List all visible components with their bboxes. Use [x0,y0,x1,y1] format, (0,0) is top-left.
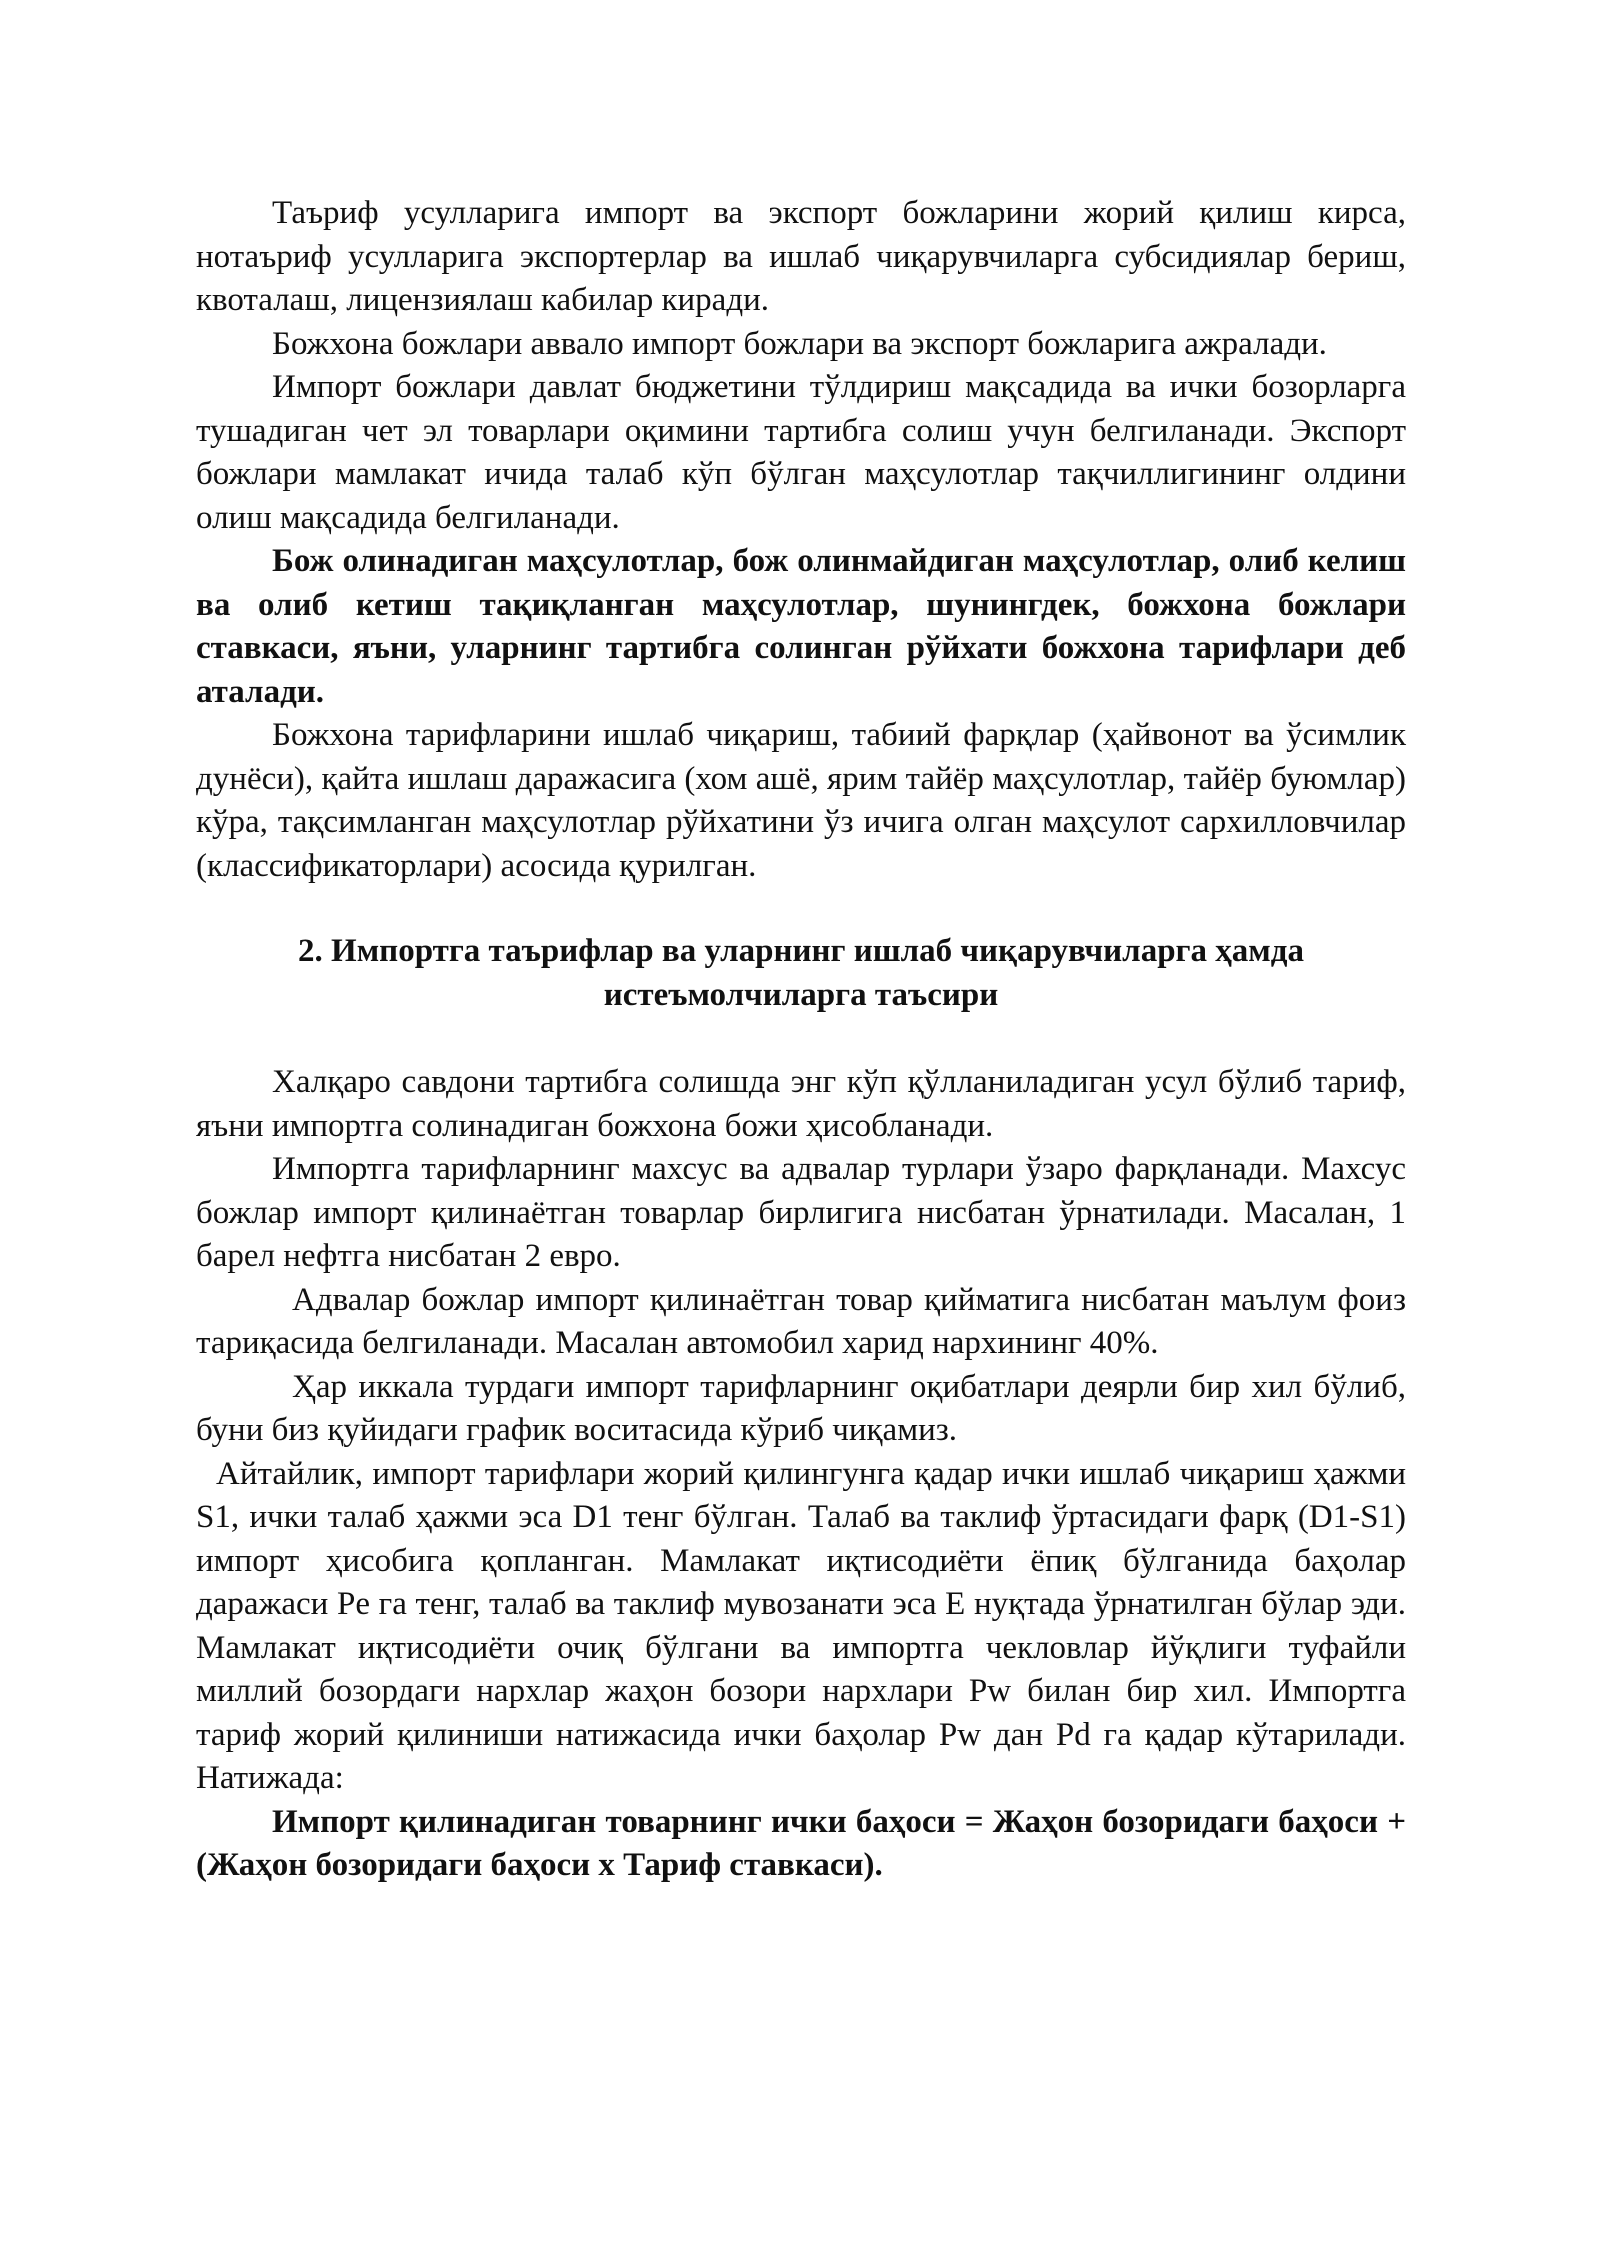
section-heading-line-1: 2. Импортга таърифлар ва уларнинг ишлаб чиқарувчиларга ҳамда [298,933,1304,969]
paragraph-tariff-example: Айтайлик, импорт тарифлари жорий қилингунга қадар ички ишлаб чиқариш ҳажми S1, ички талаб ҳажми эса D1 тенг бўлган. Талаб ва таклиф ўртасидаги фарқ (D1-S1) импорт ҳисобига қопланган. Мамлакат иқтисодиёти ёпиқ бўлганида баҳолар даражаси Pe га тенг, талаб ва таклиф мувозанати эса Е нуқтада ўрнатилган бўлар эди. Мамлакат иқтисодиёти очиқ бўлгани ва импортга чекловлар йўқлиги туфайли миллий бозордаги нархлар жаҳон бозори нархлари Pw билан бир хил. Импортга тариф жорий қилиниши натижасида ички баҳолар Pw дан Pd га қадар кўтарилади. Натижада: [196,1455,1406,1796]
paragraph-tariff-methods: Таъриф усулларига импорт ва экспорт божларини жорий қилиш кирса, нотаъриф усулларига экспортерлар ва ишлаб чиқарувчиларга субсидиялар бериш, квоталаш, лицензиялаш кабилар киради. [196,195,1406,318]
paragraph-customs-duties-division: Божхона божлари аввало импорт божлари ва экспорт божларига ажралади. [272,325,1327,362]
paragraph-import-export-duties: Импорт божлари давлат бюджетини тўлдириш мақсадида ва ички бозорларга тушадиган чет эл товарлари оқимини тартибга солиш учун белгиланади. Экспорт божлари мамлакат ичида талаб кўп бўлган маҳсулотлар тақчиллигининг олдини олиш мақсадида белгиланади. [196,369,1406,536]
document-page [196,192,1406,1888]
paragraph-specific-ad-valorem: Импортга тарифларнинг махсус ва адвалар турлари ўзаро фарқланади. Махсус божлар импорт қилинаётган товарлар бирлигига нисбатан ўрнатилади. Масалан, 1 барел нефтга нисбатан 2 евро. [196,1151,1406,1274]
paragraph-tariff-consequences: Ҳар иккала турдаги импорт тарифларнинг оқибатлари деярли бир хил бўлиб, буни биз қуйидаги график воситасида кўриб чиқамиз. [196,1368,1406,1448]
section-heading-line-2: истеъмолчиларга таъсири [603,976,999,1013]
section-heading [196,930,1406,1017]
paragraph-ad-valorem-duties: Адвалар божлар импорт қилинаётган товар қийматига нисбатан маълум фоиз тариқасида белгиланади. Масалан автомобил харид нархининг 40%. [196,1281,1406,1361]
paragraph-tariff-classification: Божхона тарифларини ишлаб чиқариш, табиий фарқлар (ҳайвонот ва ўсимлик дунёси), қайта ишлаш даражасига (хом ашё, ярим тайёр маҳсулотлар, тайёр буюмлар) кўра, тақсимланган маҳсулотлар рўйхатини ўз ичига олган маҳсулот сархилловчилар (классификаторлари) асосида қурилган. [196,717,1406,884]
paragraph-international-trade: Халқаро савдони тартибга солишда энг кўп қўлланиладиган усул бўлиб тариф, яъни импортга солинадиган божхона божи ҳисобланади. [196,1064,1406,1144]
paragraph-domestic-price-formula: Импорт қилинадиган товарнинг ички баҳоси = Жаҳон бозоридаги баҳоси +(Жаҳон бозоридаги баҳоси х Тариф ставкаси). [196,1803,1406,1883]
paragraph-customs-tariff-definition: Бож олинадиган маҳсулотлар, бож олинмайдиган маҳсулотлар, олиб келиш ва олиб кетиш тақиқланган маҳсулотлар, шунингдек, божхона божлари ставкаси, яъни, уларнинг тартибга солинган рўйхати божхона тарифлари деб аталади. [196,543,1406,710]
